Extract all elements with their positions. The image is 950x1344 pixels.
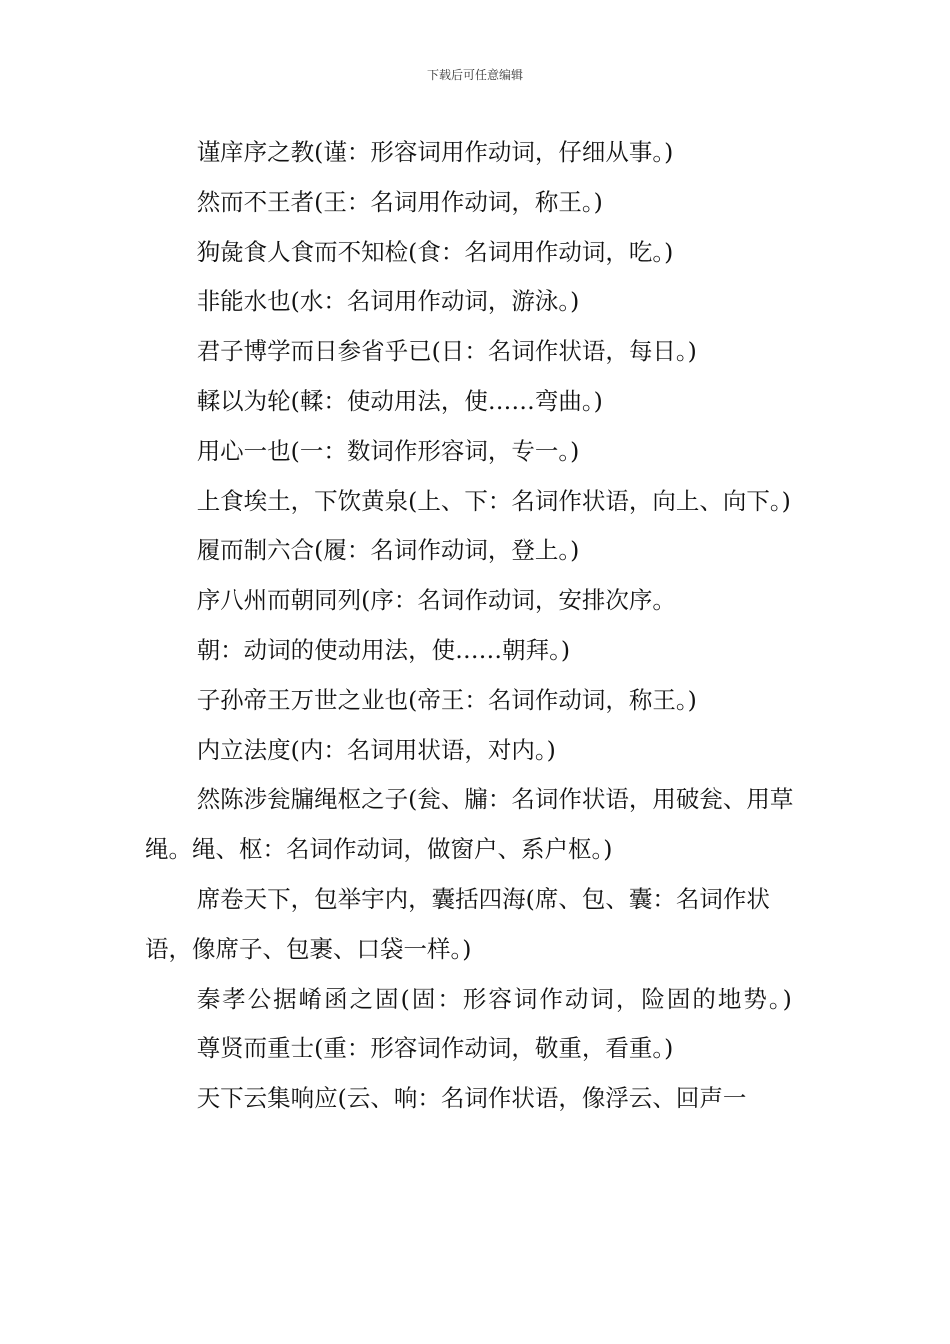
paragraph: 天下云集响应(云、响：名词作状语，像浮云、回声一	[196, 1084, 747, 1113]
paragraph: 狗彘食人食而不知检(食：名词用作动词，吃。)	[196, 237, 674, 266]
paragraph: 輮以为轮(輮：使动用法，使……弯曲。)	[196, 386, 603, 415]
paragraph: 内立法度(内：名词用状语，对内。)	[196, 735, 556, 764]
paragraph: 履而制六合(履：名词作动词，登上。)	[196, 536, 580, 565]
paragraph: 上食埃土，下饮黄泉(上、下：名词作状语，向上、向下。)	[196, 486, 791, 515]
paragraph: 然陈涉瓮牖绳枢之子(瓮、牖：名词作状语，用破瓮、用草绳。绳、枢：名词作动词，做窗户、系户枢。)	[145, 785, 794, 864]
paragraph: 谨庠序之教(谨：形容词用作动词，仔细从事。)	[196, 138, 674, 166]
paragraph: 尊贤而重士(重：形容词作动词，敬重，看重。)	[196, 1034, 674, 1063]
paragraph: 子孙帝王万世之业也(帝王：名词作动词，称王。)	[196, 685, 697, 714]
paragraph: 然而不王者(王：名词用作动词，称王。)	[196, 187, 603, 216]
paragraph: 朝：动词的使动用法，使……朝拜。)	[196, 635, 571, 664]
paragraph: 非能水也(水：名词用作动词，游泳。)	[196, 287, 580, 316]
document-body	[145, 128, 815, 1124]
paragraph: 用心一也(一：数词作形容词，专一。)	[196, 436, 580, 465]
page-header: 下载后可任意编辑	[426, 68, 523, 82]
paragraph: 序八州而朝同列(序：名词作动词，安排次序。	[196, 586, 676, 615]
paragraph: 秦孝公据崤函之固(固：形容词作动词，险固的地势。)	[196, 984, 794, 1013]
paragraph: 君子博学而日参省乎已(日：名词作状语，每日。)	[196, 337, 697, 366]
paragraph: 席卷天下，包举宇内，囊括四海(席、包、囊：名词作状语，像席子、包裹、口袋一样。)	[145, 884, 770, 963]
